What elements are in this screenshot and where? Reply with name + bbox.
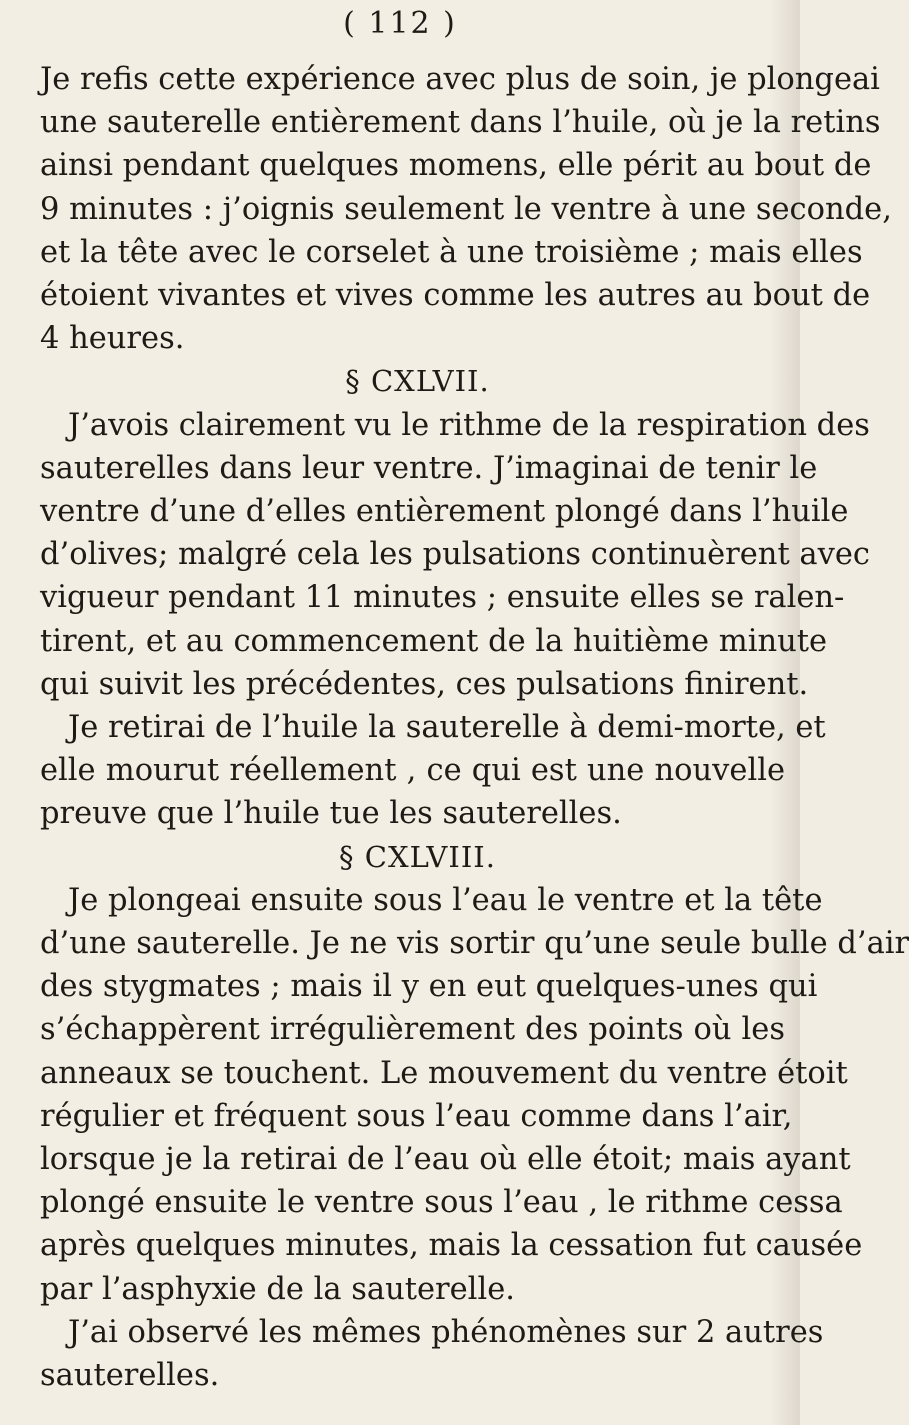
page-text [40, 58, 909, 1397]
text-line: ainsi pendant quelques momens, elle périt au bout de [40, 148, 872, 184]
text-line: lorsque je la retirai de l’eau où elle étoit; mais ayant [40, 1142, 851, 1178]
section-heading: § CXLVII. [345, 364, 490, 399]
text-line: J’avois clairement vu le rithme de la respiration des [68, 407, 870, 443]
text-line: et la tête avec le corselet à une troisième ; mais elles [40, 234, 863, 270]
text-line: tirent, et au commencement de la huitième minute [40, 623, 828, 659]
text-line: elle mourut réellement , ce qui est une nouvelle [40, 753, 785, 789]
text-line: étoient vivantes et vives comme les autres au bout de [40, 278, 871, 314]
text-line: Je refis cette expérience avec plus de soin, je plongeai [40, 62, 880, 97]
text-line: Je retirai de l’huile la sauterelle à demi-morte, et [68, 710, 826, 746]
text-line: une sauterelle entièrement dans l’huile, où je la retins [40, 105, 881, 141]
text-line: d’olives; malgré cela les pulsations continuèrent avec [40, 537, 870, 573]
text-line: qui suivit les précédentes, ces pulsations finirent. [40, 666, 809, 702]
text-line: 4 heures. [40, 321, 185, 357]
text-line: J’ai observé les mêmes phénomènes sur 2 autres [68, 1314, 824, 1350]
text-line: preuve que l’huile tue les sauterelles. [40, 796, 622, 832]
text-line: 9 minutes : j’oignis seulement le ventre à une seconde, [40, 191, 892, 227]
text-line: s’échappèrent irrégulièrement des points où les [40, 1012, 785, 1048]
text-line: plongé ensuite le ventre sous l’eau , le rithme cessa [40, 1185, 843, 1221]
text-line: Je plongeai ensuite sous l’eau le ventre et la tête [68, 882, 823, 918]
text-line: anneaux se touchent. Le mouvement du ventre étoit [40, 1055, 848, 1091]
text-line: sauterelles. [40, 1358, 220, 1394]
text-line: sauterelles dans leur ventre. J’imaginai de tenir le [40, 450, 818, 486]
text-line: vigueur pendant 11 minutes ; ensuite elles se ralen- [40, 580, 845, 616]
text-line: régulier et fréquent sous l’eau comme dans l’air, [40, 1098, 793, 1134]
text-line: par l’asphyxie de la sauterelle. [40, 1271, 515, 1307]
text-line: après quelques minutes, mais la cessation fut causée [40, 1228, 863, 1264]
page-number: ( 112 ) [343, 6, 457, 41]
text-line: des stygmates ; mais il y en eut quelques-unes qui [40, 969, 818, 1005]
text-line: ventre d’une d’elles entièrement plongé dans l’huile [40, 494, 849, 530]
text-line: d’une sauterelle. Je ne vis sortir qu’une seule bulle d’air [40, 926, 909, 962]
section-heading: § CXLVIII. [339, 839, 496, 874]
